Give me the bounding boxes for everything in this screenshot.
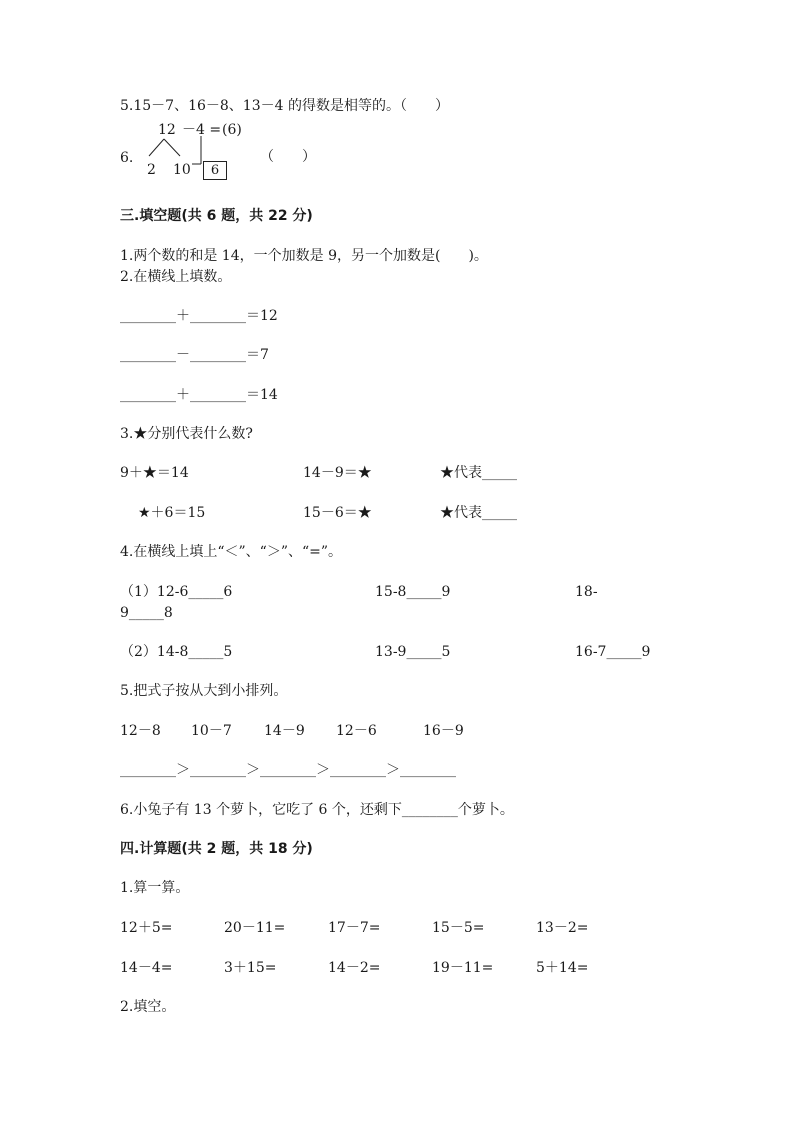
fill-row-1[interactable]: ________＋________＝12 <box>120 308 278 324</box>
split-eq-left: 12 <box>158 122 176 138</box>
section-3-heading: 三.填空题(共 6 题，共 22 分) <box>120 208 313 224</box>
section-4-heading: 四.计算题(共 2 题，共 18 分) <box>120 841 313 857</box>
compare-1c-wrap[interactable]: 9_____8 <box>120 605 173 621</box>
compare-1a[interactable]: （1）12-6_____6 <box>120 584 233 600</box>
split-part-b: 10 <box>173 162 191 178</box>
star-eq-1a: 9＋★＝14 <box>120 465 189 481</box>
order-answer-line[interactable]: ________＞________＞________＞________＞________ <box>120 762 456 778</box>
judge-answer-paren[interactable]: （ ） <box>260 149 316 165</box>
compare-1c[interactable]: 18- <box>575 584 598 600</box>
split-eq-result: (6) <box>222 122 242 138</box>
order-item-3: 14－9 <box>264 723 305 739</box>
calc-1-5[interactable]: 13－2= <box>536 920 589 936</box>
split-part-a: 2 <box>147 162 156 178</box>
fill-question-3: 3.★分别代表什么数? <box>120 426 253 442</box>
calc-2-1[interactable]: 14－4= <box>120 960 173 976</box>
order-item-2: 10－7 <box>191 723 232 739</box>
judge-question-6-number: 6. <box>120 150 134 166</box>
compare-1b[interactable]: 15-8_____9 <box>375 584 451 600</box>
fill-question-1: 1.两个数的和是 14，一个加数是 9，另一个加数是( )。 <box>120 248 488 264</box>
star-eq-1b: 14－9＝★ <box>303 465 372 481</box>
split-answer-box: 6 <box>203 161 227 180</box>
calc-1-4[interactable]: 15－5= <box>432 920 485 936</box>
compare-2b[interactable]: 13-9_____5 <box>375 644 451 660</box>
calc-question-1: 1.算一算。 <box>120 880 190 896</box>
compare-2c[interactable]: 16-7_____9 <box>575 644 651 660</box>
calc-2-3[interactable]: 14－2= <box>328 960 381 976</box>
calc-2-4[interactable]: 19－11= <box>432 960 494 976</box>
compare-2a[interactable]: （2）14-8_____5 <box>120 644 233 660</box>
split-eq-right: －4 = <box>182 122 222 138</box>
calc-1-2[interactable]: 20－11= <box>224 920 286 936</box>
fill-question-5: 5.把式子按从大到小排列。 <box>120 683 288 699</box>
order-item-4: 12－6 <box>336 723 377 739</box>
star-answer-1[interactable]: ★代表_____ <box>440 465 517 481</box>
fill-question-2: 2.在横线上填数。 <box>120 269 232 285</box>
star-eq-2a: ★＋6＝15 <box>138 505 206 521</box>
fill-question-4: 4.在横线上填上“＜”、“＞”、“=”。 <box>120 544 343 560</box>
judge-question-5: 5.15－7、16－8、13－4 的得数是相等的。（ ） <box>120 98 449 114</box>
calc-2-2[interactable]: 3＋15= <box>224 960 277 976</box>
calc-2-5[interactable]: 5＋14= <box>536 960 589 976</box>
star-answer-2[interactable]: ★代表_____ <box>440 505 517 521</box>
order-item-1: 12－8 <box>120 723 161 739</box>
calc-1-3[interactable]: 17－7= <box>328 920 381 936</box>
fill-row-2[interactable]: ________－________＝7 <box>120 347 269 363</box>
fill-question-6[interactable]: 6.小兔子有 13 个萝卜，它吃了 6 个，还剩下________个萝卜。 <box>120 802 514 818</box>
calc-question-2: 2.填空。 <box>120 999 176 1015</box>
star-eq-2b: 15－6＝★ <box>303 505 372 521</box>
calc-1-1[interactable]: 12＋5= <box>120 920 173 936</box>
order-item-5: 16－9 <box>423 723 464 739</box>
fill-row-3[interactable]: ________＋________＝14 <box>120 387 278 403</box>
